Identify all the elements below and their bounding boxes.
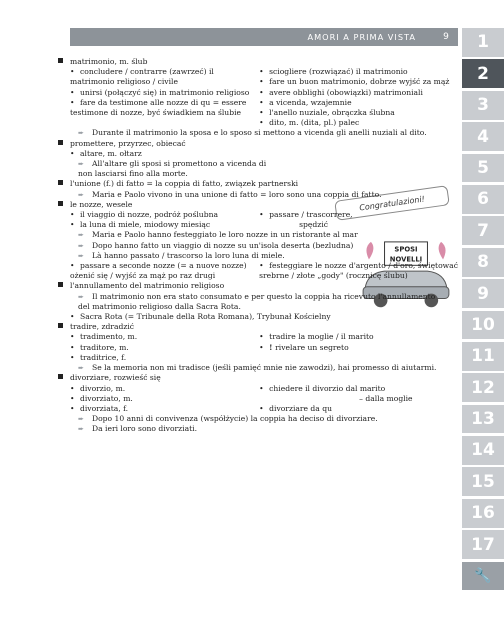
arrow-icon: ➨	[78, 231, 84, 240]
list-item: • ! rivelare un segreto	[259, 342, 349, 352]
list-item: • passare / trascorrere,	[259, 210, 353, 220]
arrow-icon: ➨	[78, 241, 84, 250]
tab-4[interactable]: 4	[462, 122, 504, 151]
list-item: • fare un buon matrimonio, dobrze wyjść za mąż	[259, 77, 450, 87]
arrow-icon: ➨	[78, 160, 84, 169]
entry-annullamento: l'annullamento del matrimonio religioso	[58, 281, 458, 291]
tab-9[interactable]: 9	[462, 279, 504, 308]
tab-8[interactable]: 8	[462, 248, 504, 277]
entry-tradire: tradire, zdradzić	[58, 322, 458, 332]
list-item: • divorziare da qu	[259, 403, 332, 413]
example-sentence: ➨ Durante il matrimonio la sposa e lo sposo si mettono a vicenda gli anelli nuziali al dito.	[78, 128, 427, 138]
example-sentence: ➨ Dopo 10 anni di convivenza (współżycie) la coppia ha deciso di divorziare.	[78, 414, 378, 424]
example-sentence: ➨ Se la memoria non mi tradisce (jeśli pamięć mnie nie zawodzi), hai promesso di aiutarmi.	[78, 363, 437, 373]
example-sentence: ➨ All'altare gli sposi si promettono a vicenda di non lasciarsi fino alla morte.	[78, 159, 267, 179]
list-item: • la luna di miele, miodowy miesiąc	[70, 220, 211, 230]
tab-14[interactable]: 14	[462, 436, 504, 465]
entry-divorziare: divorziare, rozwieść się	[58, 373, 458, 383]
chapter-title: AMORI A PRIMA VISTA	[307, 32, 416, 42]
tab-17[interactable]: 17	[462, 530, 504, 559]
tab-12[interactable]: 12	[462, 373, 504, 402]
entry-unione: l'unione (f.) di fatto = la coppia di fatto, związek partnerski	[58, 179, 458, 189]
warning-exclamation-icon: !	[269, 342, 276, 352]
example-sentence: ➨ Là hanno passato / trascorso la loro luna di miele.	[78, 250, 285, 260]
list-item: • festeggiare le nozze d'argento / d'oro, świętować srebrne / złote „gody" (rocznicę ślubu)	[259, 261, 458, 281]
sign-line-1: SPOSI	[394, 245, 418, 254]
example-sentence: ➨ Il matrimonio non era stato consumato e per questo la coppia ha ricevuto l'annullamento del matrimonio religioso dalla Sacra Rota.	[78, 291, 436, 311]
arrow-icon: ➨	[78, 190, 84, 199]
congratulations-sticker: Congratulazioni!	[334, 185, 450, 221]
arrow-icon: ➨	[78, 415, 84, 424]
list-item: • fare da testimone alle nozze di qu = essere testimone di nozze, być świadkiem na ślubie	[70, 97, 247, 118]
tab-5[interactable]: 5	[462, 154, 504, 183]
tab-3[interactable]: 3	[462, 91, 504, 120]
list-item: • dito, m. (dita, pl.) palec	[259, 118, 360, 128]
tab-1[interactable]: 1	[462, 28, 504, 57]
entry-promettere: promettere, przyrzec, obiecać	[58, 139, 458, 149]
list-item: • il viaggio di nozze, podróż poślubna	[70, 210, 218, 220]
example-sentence: ➨ Maria e Paolo vivono in una unione di fatto = loro sono una coppia di fatto.	[78, 189, 382, 199]
tab-10[interactable]: 10	[462, 311, 504, 340]
list-item: • traditrice, f.	[70, 352, 127, 362]
example-sentence: ➨ Maria e Paolo hanno festeggiato le loro nozze in un ristorante al mar	[78, 230, 358, 240]
arrow-icon: ➨	[78, 425, 84, 434]
list-item: • avere obblighi (obowiązki) matrimoniali	[259, 87, 423, 97]
arrow-icon: ➨	[78, 292, 84, 301]
entry-matrimonio: matrimonio, m. ślub	[58, 57, 458, 67]
tab-2[interactable]: 2	[462, 59, 504, 88]
page-number: 9	[443, 32, 449, 42]
list-item: • chiedere il divorzio dal marito	[259, 383, 386, 393]
tab-11[interactable]: 11	[462, 342, 504, 371]
tab-13[interactable]: 13	[462, 405, 504, 434]
list-item: • unirsi (połączyć się) in matrimonio religioso	[70, 87, 250, 97]
tab-7[interactable]: 7	[462, 216, 504, 245]
list-item: • tradimento, m.	[70, 332, 138, 342]
list-item: • divorziata, f.	[70, 403, 129, 413]
example-sentence: ➨ Dopo hanno fatto un viaggio di nozze su un'isola deserta (bezludna)	[78, 240, 354, 250]
tab-16[interactable]: 16	[462, 499, 504, 528]
list-item: • altare, m. ołtarz	[70, 148, 142, 158]
running-header	[70, 28, 458, 46]
list-item: – dalla moglie	[359, 393, 413, 403]
sign-line-2: NOVELLI	[389, 255, 423, 264]
wrench-icon[interactable]: 🔧	[462, 562, 504, 591]
list-item: • a vicenda, wzajemnie	[259, 97, 352, 107]
list-item: spędzić	[299, 220, 328, 230]
chapter-tabs	[462, 28, 504, 593]
list-item: • divorzio, m.	[70, 383, 126, 393]
list-item: • concludere / contrarre (zawrzeć) il matrimonio religioso / civile	[70, 67, 214, 87]
list-item: • sciogliere (rozwiązać) il matrimonio	[259, 67, 408, 77]
list-item: • divorziato, m.	[70, 393, 133, 403]
vocabulary-content	[58, 57, 458, 435]
tab-15[interactable]: 15	[462, 467, 504, 496]
entry-nozze: le nozze, wesele	[58, 200, 458, 210]
example-sentence: ➨ Da ieri loro sono divorziati.	[78, 424, 198, 434]
arrow-icon: ➨	[78, 129, 84, 138]
list-item: • tradire la moglie / il marito	[259, 332, 374, 342]
list-item: • passare a seconde nozze (= a nuove nozze) ożenić się / wyjść za mąż po raz drugi	[70, 261, 247, 281]
tab-6[interactable]: 6	[462, 185, 504, 214]
list-item: • Sacra Rota (= Tribunale della Rota Romana), Trybunał Kościelny	[70, 312, 331, 322]
list-item: • traditore, m.	[70, 342, 129, 352]
arrow-icon: ➨	[78, 364, 84, 373]
list-item: • l'anello nuziale, obrączka ślubna	[259, 108, 395, 118]
arrow-icon: ➨	[78, 251, 84, 260]
